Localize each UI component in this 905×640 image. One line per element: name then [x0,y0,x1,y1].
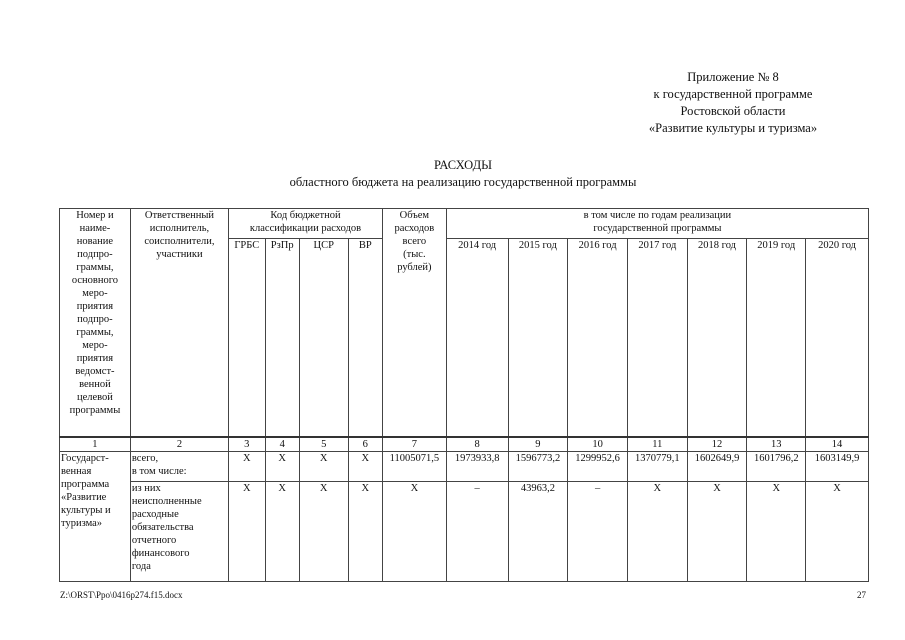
header-code-rzpr: РзПр [265,239,299,437]
appendix-header [613,69,853,137]
year-value-cell: 1603149,9 [806,451,869,481]
column-number: 2 [130,437,228,452]
column-number: 11 [627,437,687,452]
year-value-cell: – [446,481,508,581]
code-cell: X [299,481,348,581]
table-row-total [60,451,869,481]
appendix-line-region: Ростовской области [680,104,786,118]
year-value-cell: 1973933,8 [446,451,508,481]
year-value-cell: X [806,481,869,581]
column-number: 6 [348,437,382,452]
header-code-grbs: ГРБС [229,239,265,437]
year-value-cell: X [687,481,747,581]
year-value-cell: 1601796,2 [747,451,806,481]
executor-cell: из них неисполненные расходные обязательства отчетного финансового года [130,481,228,581]
code-cell: X [229,481,265,581]
column-number: 10 [568,437,628,452]
appendix-number: Приложение № 8 [687,70,779,84]
expenses-table [59,208,869,582]
header-program-name: Номер и наиме- нование подпро- граммы, основного меро- приятия подпро- граммы, меро- приятия ведомст- венной целевой программы [60,209,131,437]
header-years-group: в том числе по годам реализации государственной программы [446,209,868,239]
table-row-unfulfilled [60,481,869,581]
table-header-row [60,209,869,239]
year-value-cell: 1299952,6 [568,451,628,481]
column-number: 12 [687,437,747,452]
year-value-cell: X [747,481,806,581]
header-code-csr: ЦСР [299,239,348,437]
appendix-line-program-name: «Развитие культуры и туризма» [648,121,818,135]
year-value-cell: 1370779,1 [627,451,687,481]
column-number: 13 [747,437,806,452]
executor-cell: всего, в том числе: [130,451,228,481]
title-subheading: областного бюджета на реализацию государственной программы [289,175,637,189]
year-value-cell: 1596773,2 [508,451,568,481]
volume-cell: X [382,481,446,581]
column-number: 7 [382,437,446,452]
header-year-2019: 2019 год [747,239,806,437]
code-cell: X [265,481,299,581]
header-executor: Ответственный исполнитель, соисполнители, участники [130,209,228,437]
column-number: 3 [229,437,265,452]
year-value-cell: 1602649,9 [687,451,747,481]
column-number: 8 [446,437,508,452]
header-year-2014: 2014 год [446,239,508,437]
volume-cell: 11005071,5 [382,451,446,481]
header-year-2018: 2018 год [687,239,747,437]
header-code-vr: ВР [348,239,382,437]
footer-file-path: Z:\ORST\Ppo\0416p274.f15.docx [60,590,183,600]
column-number: 5 [299,437,348,452]
column-number: 9 [508,437,568,452]
appendix-line-program: к государственной программе [653,87,813,101]
program-name-cell: Государст- венная программа «Развитие культуры и туризма» [60,451,131,581]
column-number-row [60,437,869,452]
code-cell: X [265,451,299,481]
year-value-cell: – [568,481,628,581]
code-cell: X [299,451,348,481]
column-number: 14 [806,437,869,452]
header-year-2020: 2020 год [806,239,869,437]
year-value-cell: X [627,481,687,581]
code-cell: X [348,451,382,481]
title-heading: РАСХОДЫ [434,158,492,172]
column-number: 1 [60,437,131,452]
header-year-2017: 2017 год [627,239,687,437]
header-budget-code: Код бюджетной классификации расходов [229,209,383,239]
document-title [0,157,905,191]
header-year-2016: 2016 год [568,239,628,437]
page-number: 27 [857,590,866,600]
header-volume: Объем расходов всего (тыс. рублей) [382,209,446,437]
column-number: 4 [265,437,299,452]
year-value-cell: 43963,2 [508,481,568,581]
code-cell: X [229,451,265,481]
code-cell: X [348,481,382,581]
header-year-2015: 2015 год [508,239,568,437]
